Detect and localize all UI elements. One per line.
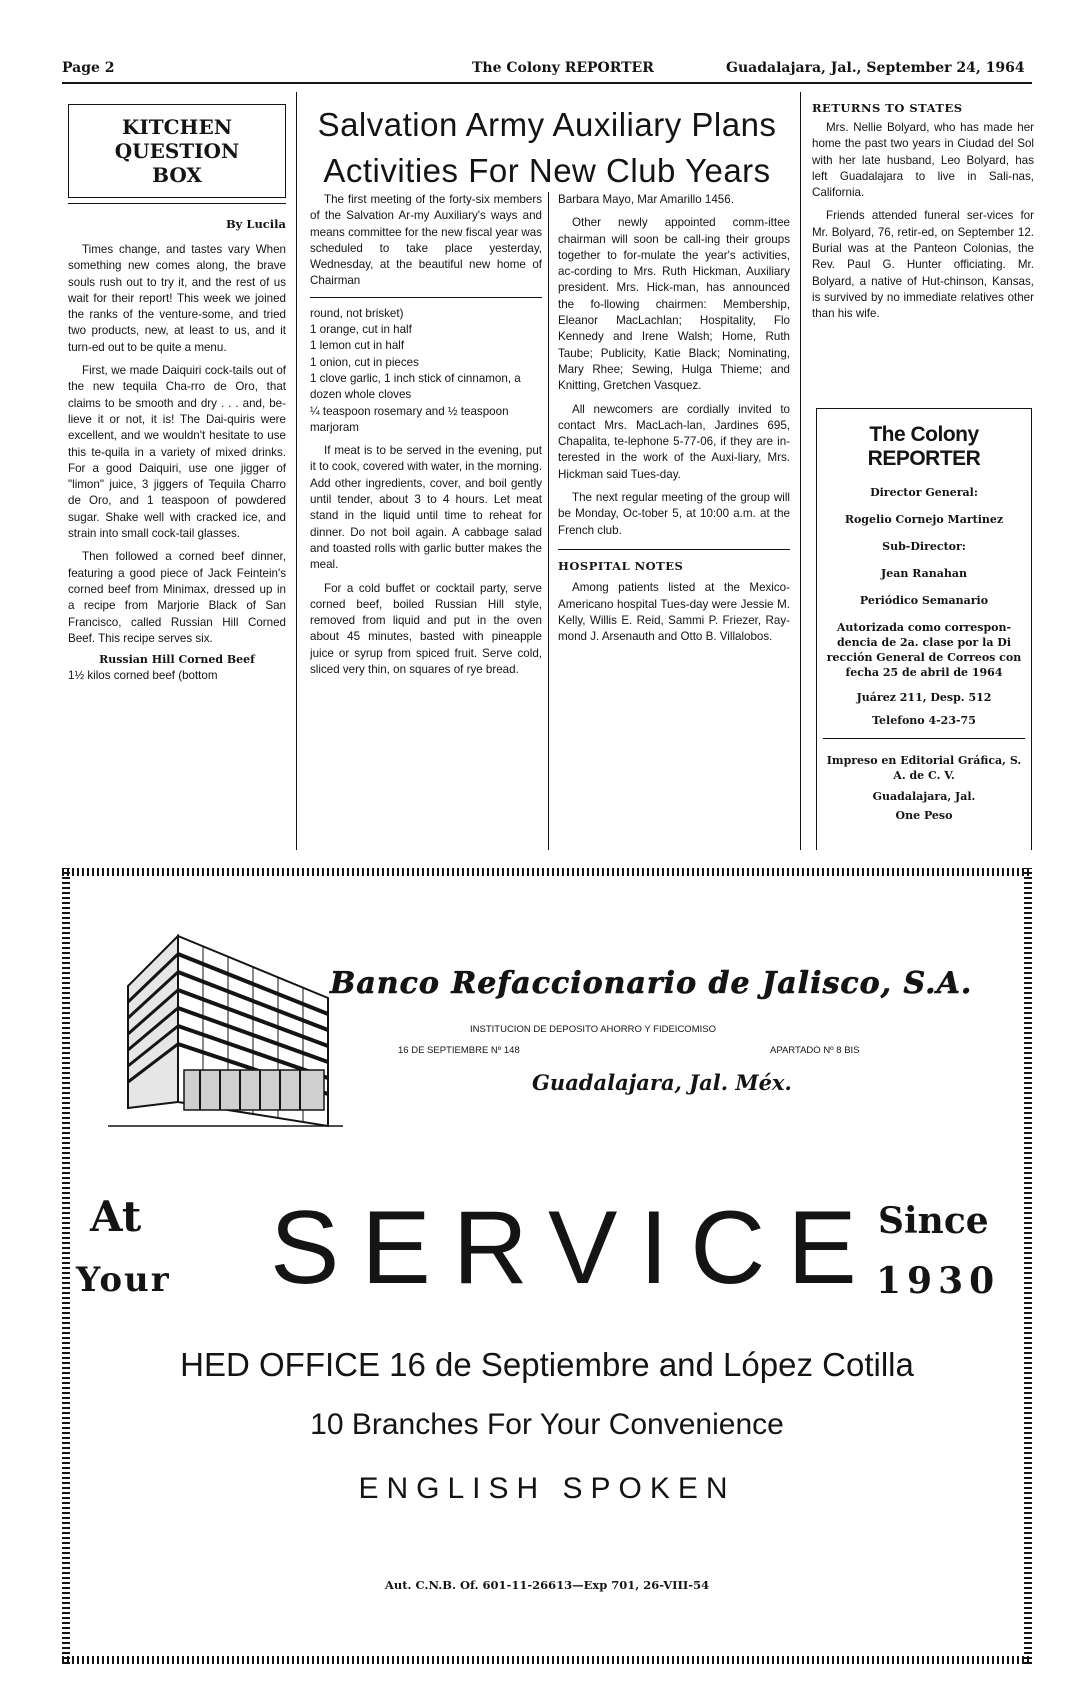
section-rule: [558, 549, 790, 550]
article-headline: [306, 102, 788, 194]
kitchen-box-title: [68, 104, 286, 198]
ad-english: ENGLISH SPOKEN: [358, 1472, 736, 1505]
kitchen-paragraph: Then followed a corned beef dinner, featuring a good piece of Jack Feintein's corned beef from Minimax, dressed up in a recipe from Marjorie Black of San Francisco, called Russian Hill Corned Beef. This recipe serves six.: [68, 550, 286, 645]
returns-column: [812, 120, 1034, 330]
article-paragraph: The next regular meeting of the group will be Monday, Oc-tober 5, at 10:00 a.m. at the French club.: [558, 491, 790, 537]
ad-at: At: [90, 1192, 142, 1241]
dateline: Guadalajara, Jal., September 24, 1964: [726, 60, 1025, 76]
hospital-notes-title: HOSPITAL NOTES: [558, 558, 684, 573]
masthead-address: Juárez 211, Desp. 512: [856, 691, 992, 704]
article-paragraph: Other newly appointed comm-ittee chairman will soon be call-ing their groups together to for-mulate the year's activities, ac-cording to Mrs. Ruth Hickman, Auxiliary president. Mrs. Hick-man, has announced the fo-llowing chairmen: Membership, Eleanor MacLachlan; Hospitality, Flo Kennedy and Irene Walsh; Home, Ruth Taube; Publicity, Katie Black; Nominating, Mary Rhee; Sewing, Hulga Thieme; and Knitting, Gretchen Vasquez.: [558, 216, 790, 393]
masthead-city: Guadalajara, Jal.: [872, 790, 976, 803]
ad-branches: 10 Branches For Your Convenience: [310, 1408, 784, 1441]
masthead-phone: Telefono 4-23-75: [872, 714, 976, 727]
headline-line1: Salvation Army Auxiliary Plans: [317, 106, 777, 143]
director-label: Director General:: [870, 486, 978, 499]
bank-city: Guadalajara, Jal. Méx.: [532, 1070, 792, 1095]
recipe-line: 1 onion, cut in pieces: [310, 355, 419, 369]
recipe-line: 1½ kilos corned beef (bottom: [68, 669, 218, 683]
ad-your: Your: [76, 1260, 171, 1300]
ad-border-right: [1024, 868, 1032, 1664]
article-paragraph: All newcomers are cordially invited to contact Mrs. MacLach-lan, Jardines 695, Chapalita, te-lephone 5-77-06, if they are in-terested in the work of the Auxi-liary, Mrs. Hickman said Tues-day.: [558, 402, 790, 481]
recipe-line: round, not brisket): [310, 306, 404, 320]
kitchen-paragraph: Times change, and tastes vary When something new comes along, the brave souls rush out to try it, and the rest of us wait for their report! This week we joined the ranks of the venture-some, and tried two products, new, at least to us, and it turn-ed out to be quite a menu.: [68, 243, 286, 354]
recipe-line: ¼ teaspoon rosemary and ½ teaspoon marjoram: [310, 404, 509, 434]
bank-institution: INSTITUCION DE DEPOSITO AHORRO Y FIDEICOMISO: [470, 1024, 716, 1035]
masthead-price: One Peso: [895, 809, 953, 822]
kitchen-title-line1: KITCHEN: [122, 115, 232, 139]
bank-name: Banco Refaccionario de Jalisco, S.A.: [330, 966, 973, 1001]
article-paragraph: The first meeting of the forty-six members of the Salvation Ar-my Auxiliary's ways and means committee for the new fiscal year was scheduled to take place yesterday, Wednesday, at the beautiful new home of Chairman: [310, 193, 542, 288]
article-paragraph: For a cold buffet or cocktail party, serve corned beef, boiled Russian Hill style, removed from liquid and put in the oven about 45 minutes, basted with pineapple juice or syrup from spiced fruit. Serve cold, sliced very thin, on squares of rye bread.: [310, 581, 542, 677]
masthead-rule: [823, 738, 1025, 739]
bank-apartado: APARTADO Nº 8 BIS: [770, 1045, 860, 1056]
bank-street: 16 DE SEPTIEMBRE Nº 148: [398, 1045, 520, 1056]
recipe-title: Russian Hill Corned Beef: [99, 653, 255, 667]
autorizada-text: Autorizada como correspon-dencia de 2a. clase por la Di rección General de Correos con fecha 25 de abril de 1964: [826, 621, 1022, 679]
ad-office: HED OFFICE 16 de Septiembre and López Cotilla: [180, 1346, 914, 1383]
returns-title: RETURNS TO STATES: [812, 101, 963, 115]
masthead-title: The Colony REPORTER: [867, 423, 981, 470]
ad-border-top: [62, 868, 1032, 876]
bank-building-illustration: [108, 930, 343, 1130]
headline-line2: Activities For New Club Years: [323, 152, 771, 189]
page-number: Page 2: [62, 60, 115, 76]
kitchen-paragraph: First, we made Daiquiri cock-tails out of the new tequila Cha-rro de Oro, that claims to be smooth and dry . . . and, be-lieve it or not, it is! The Dai-quiris were excellent, and we wouldn't hesitate to use this te-quila in a variety of mixed drinks. For a good Daiquiri, use one jigger of "limon" juice, 3 jiggers of Tequila Charro de Oro, and 1 teaspoon of powdered sugar. Shake well with cracked ice, and strain into small cock-tail glasses.: [68, 364, 286, 541]
ad-border-bottom: [62, 1656, 1032, 1664]
recipe-line: 1 clove garlic, 1 inch stick of cinnamon, a dozen whole cloves: [310, 371, 521, 402]
masthead-box: [816, 408, 1032, 850]
impreso-text: Impreso en Editorial Gráfica, S. A. de C. V.: [826, 754, 1022, 782]
returns-paragraph: Friends attended funeral ser-vices for Mr. Bolyard, 76, retir-ed, on September 12. Burial was at the Panteon Colonias, the Rev. Paul G. Hunter officiating. Mr. Bolyard, a native of Hut-chinson, Kansas, is survived by no immediate relatives other than his wife.: [812, 209, 1034, 321]
subdirector-label: Sub-Director:: [882, 540, 966, 553]
kitchen-column: [68, 242, 286, 850]
article-column-2: [558, 192, 790, 850]
article-paragraph: Barbara Mayo, Mar Amarillo 1456.: [558, 193, 734, 206]
header-rule: [62, 82, 1032, 84]
hospital-notes-text: Among patients listed at the Mexico-Americano hospital Tues-day were Jessie M. Kelly, Willis E. Reid, Sammi P. Friezer, Ray-mond J. Arsenauth and Otto B. Villalobos.: [558, 581, 790, 644]
ad-authorization: Aut. C.N.B. Of. 601-11-26613—Exp 701, 26-VIII-54: [384, 1578, 710, 1592]
ad-service: SERVICE: [270, 1190, 879, 1306]
article-column-1: [310, 192, 542, 850]
subdirector-name: Jean Ranahan: [881, 567, 967, 580]
ad-border-left: [62, 868, 70, 1664]
kitchen-rule: [68, 203, 286, 204]
continuation-rule: [310, 297, 542, 298]
paper-name: The Colony REPORTER: [472, 60, 654, 76]
kitchen-title-line3: BOX: [152, 163, 202, 187]
director-name: Rogelio Cornejo Martinez: [844, 513, 1004, 526]
column-divider: [296, 92, 297, 850]
article-paragraph: If meat is to be served in the evening, put it to cook, covered with water, in the morning. Add other ingredients, cover, and boil gently until tender, about 3 to 4 hours. Let meat stand in the liquid until time to reheat for dinner. Do not boil again. A cabbage salad and toasted rolls with garlic butter makes the meal.: [310, 444, 542, 572]
returns-paragraph: Mrs. Nellie Bolyard, who has made her home the past two years in Ciudad del Sol with her late husband, Leo Bolyard, has left Guadalajara to live in Sali-nas, California.: [812, 121, 1034, 200]
kitchen-byline: By Lucila: [225, 217, 286, 231]
column-divider: [548, 192, 549, 850]
ad-year: 1930: [876, 1260, 1001, 1302]
ad-since: Since: [878, 1200, 989, 1242]
recipe-line: 1 orange, cut in half: [310, 323, 412, 337]
kitchen-title-line2: QUESTION: [114, 139, 240, 163]
column-divider: [800, 92, 801, 850]
periodico: Periódico Semanario: [859, 594, 989, 607]
recipe-line: 1 lemon cut in half: [310, 339, 405, 353]
